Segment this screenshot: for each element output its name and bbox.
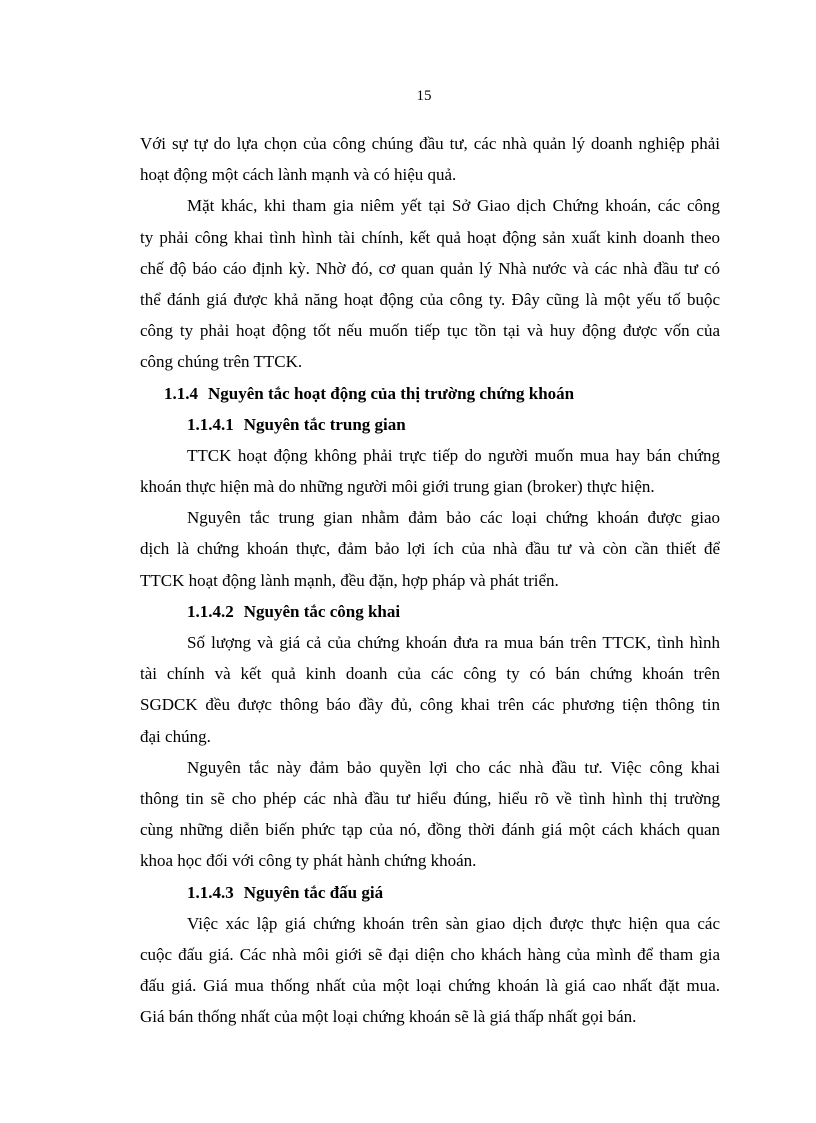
text-line: đấu giá. Giá mua thống nhất của một loại chứng khoán là giá cao nhất đặt mua. — [140, 976, 720, 996]
text-line: Nguyên tắc này đảm bảo quyền lợi cho các nhà đầu tư. Việc công khai — [187, 757, 720, 777]
text-line: chế độ báo cáo định kỳ. Nhờ đó, cơ quan quản lý Nhà nước và các nhà đầu tư có — [140, 258, 720, 278]
subsection-number: 1.1.4.2 — [187, 601, 234, 621]
text-line: Nguyên tắc trung gian nhằm đảm bảo các loại chứng khoán được giao — [187, 508, 720, 528]
text-line: hoạt động một cách lành mạnh và có hiệu quả. — [140, 165, 457, 185]
text-line: SGDCK đều được thông báo đầy đủ, công khai trên các phương tiện thông tin — [140, 695, 720, 715]
text-line: cùng những diễn biến phức tạp của nó, đồng thời đánh giá một cách khách quan — [140, 820, 720, 840]
section-number: 1.1.4 — [164, 383, 198, 403]
text-line: công ty phải hoạt động tốt nếu muốn tiếp tục tồn tại và huy động được vốn của — [140, 321, 720, 341]
page-number: 15 — [416, 88, 432, 104]
text-line: Mặt khác, khi tham gia niêm yết tại Sở Giao dịch Chứng khoán, các công — [187, 196, 720, 216]
page-content — [140, 128, 720, 1032]
subsection-title: Nguyên tắc trung gian — [243, 414, 406, 434]
text-line: tài chính và kết quả kinh doanh của các công ty có bán chứng khoán trên — [140, 664, 720, 684]
text-line: công chúng trên TTCK. — [140, 352, 303, 372]
subsection-heading — [140, 409, 720, 440]
text-line: Việc xác lập giá chứng khoán trên sàn giao dịch được thực hiện qua các — [187, 913, 720, 933]
subsection-number: 1.1.4.3 — [187, 882, 234, 902]
text-line: Số lượng và giá cả của chứng khoán đưa ra mua bán trên TTCK, tình hình — [187, 633, 720, 652]
subsection-heading — [140, 596, 720, 627]
text-line: dịch là chứng khoán thực, đảm bảo lợi ích của nhà đầu tư và còn cần thiết để — [140, 539, 720, 559]
subsection-number: 1.1.4.1 — [187, 414, 234, 434]
subsection-title: Nguyên tắc công khai — [243, 601, 401, 621]
text-line: khoa học đối với công ty phát hành chứng khoán. — [140, 851, 477, 871]
text-line: thể đánh giá được khả năng hoạt động của công ty. Đây cũng là một yếu tố buộc — [140, 289, 720, 309]
text-line: TTCK hoạt động lành mạnh, đều đặn, hợp pháp và phát triển. — [140, 570, 559, 590]
text-line: Với sự tự do lựa chọn của công chúng đầu tư, các nhà quản lý doanh nghiệp phải — [140, 134, 720, 153]
text-line: đại chúng. — [140, 726, 211, 746]
text-line: TTCK hoạt động không phải trực tiếp do người muốn mua hay bán chứng — [187, 445, 720, 465]
subsection-title: Nguyên tắc đấu giá — [243, 882, 384, 902]
text-line: khoán thực hiện mà do những người môi giới trung gian (broker) thực hiện. — [140, 477, 655, 497]
subsection-heading — [140, 877, 720, 908]
section-title: Nguyên tắc hoạt động của thị trường chứng khoán — [208, 383, 575, 403]
text-line: thông tin sẽ cho phép các nhà đầu tư hiểu đúng, hiểu rõ về tình hình thị trường — [140, 788, 720, 808]
text-line: cuộc đấu giá. Các nhà môi giới sẽ đại diện cho khách hàng của mình để tham gia — [140, 944, 720, 964]
text-line: ty phải công khai tình hình tài chính, kết quả hoạt động sản xuất kinh doanh theo — [140, 227, 720, 247]
text-line: Giá bán thống nhất của một loại chứng khoán sẽ là giá thấp nhất gọi bán. — [140, 1007, 637, 1027]
section-heading — [140, 378, 720, 409]
